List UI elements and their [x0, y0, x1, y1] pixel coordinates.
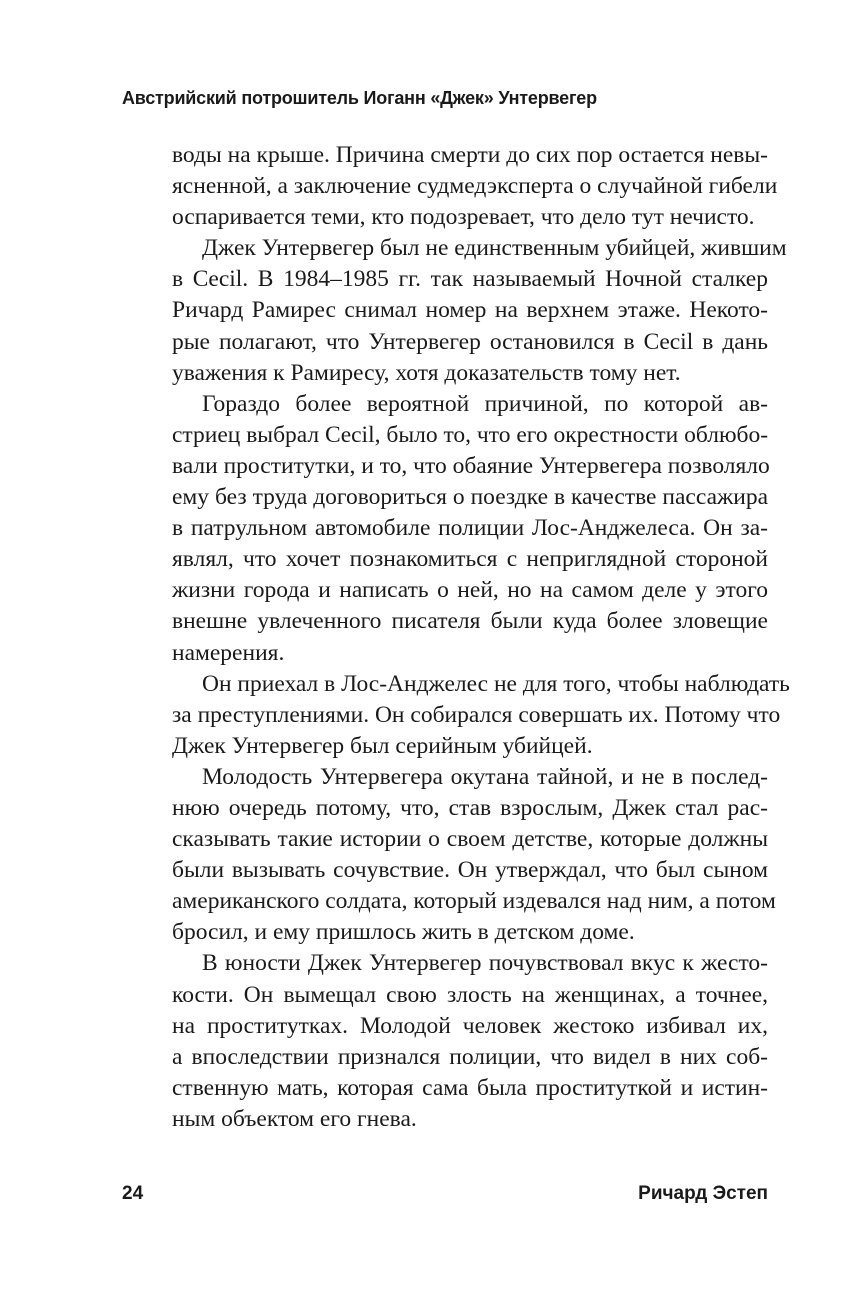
body-text [172, 140, 790, 1135]
text-line: намерения. [172, 639, 285, 666]
text-line: кости. Он вымещал свою злость на женщинах, а точнее, [172, 981, 768, 1008]
text-line: Молодость Унтервегера окутана тайной, и не в послед- [202, 763, 768, 790]
text-line: были вызывать сочувствие. Он утверждал, что был сыном [172, 857, 768, 884]
text-line: в патрульном автомобиле полиции Лос-Анджелеса. Он за- [172, 515, 768, 542]
text-line: нюю очередь потому, что, став взрослым, Джек стал рас- [172, 794, 768, 821]
text-line: уважения к Рамиресу, хотя доказательств тому нет. [172, 359, 681, 386]
text-line: внешне увлеченного писателя были куда более зловещие [172, 608, 768, 635]
text-line: за преступлениями. Он собирался совершать их. Потому что [172, 701, 781, 728]
text-line: оспаривается теми, кто подозревает, что дело тут нечисто. [172, 204, 755, 231]
text-line: сказывать такие истории о своем детстве, которые должны [172, 826, 768, 853]
text-line: ему без труда договориться о поездке в качестве пассажира [172, 484, 768, 511]
text-line: ясненной, а заключение судмедэксперта о случайной гибели [172, 173, 778, 200]
paragraph [172, 948, 768, 1135]
text-line: Ричард Рамирес снимал номер на верхнем этаже. Некото- [172, 297, 768, 324]
text-line: Джек Унтервегер был не единственным убийцей, жившим [202, 235, 787, 262]
text-line: бросил, и ему пришлось жить в детском доме. [172, 919, 635, 946]
paragraph [172, 233, 787, 388]
text-line: Он приехал в Лос-Анджелес не для того, чтобы наблюдать [202, 670, 790, 697]
text-line: а впоследствии признался полиции, что видел в них соб- [172, 1043, 768, 1070]
text-line: В юности Джек Унтервегер почувствовал вкус к жесто- [202, 950, 768, 977]
text-line: в Cecil. В 1984–1985 гг. так называемый Ночной сталкер [172, 266, 768, 293]
running-head: Австрийский потрошитель Иоганн «Джек» Унтервегер [122, 88, 597, 108]
text-line: ственную мать, которая сама была проституткой и истин- [172, 1074, 768, 1101]
text-line: жизни города и написать о ней, но на самом деле у этого [172, 577, 768, 604]
author-name: Ричард Эстеп [638, 1183, 768, 1204]
paragraph [172, 669, 790, 762]
text-line: на проститутках. Молодой человек жестоко избивал их, [172, 1012, 768, 1039]
text-line: являл, что хочет познакомиться с неприглядной стороной [172, 546, 768, 573]
text-line: воды на крыше. Причина смерти до сих пор остается невы- [172, 142, 768, 168]
text-line: вали проститутки, и то, что обаяние Унтервегера позволяло [172, 452, 770, 479]
paragraph [172, 762, 776, 949]
text-line: Гораздо более вероятной причиной, по которой ав- [202, 390, 768, 417]
text-line: американского солдата, который издевался над ним, а потом [172, 888, 776, 915]
paragraph [172, 140, 778, 233]
text-line: ным объектом его гнева. [172, 1105, 417, 1132]
paragraph [172, 389, 768, 669]
text-line: стриец выбрал Cecil, было то, что его окрестности облюбо- [172, 421, 769, 448]
page-number: 24 [122, 1183, 144, 1204]
text-line: Джек Унтервегер был серийным убийцей. [172, 732, 593, 759]
text-line: рые полагают, что Унтервегер остановился в Cecil в дань [172, 328, 768, 355]
